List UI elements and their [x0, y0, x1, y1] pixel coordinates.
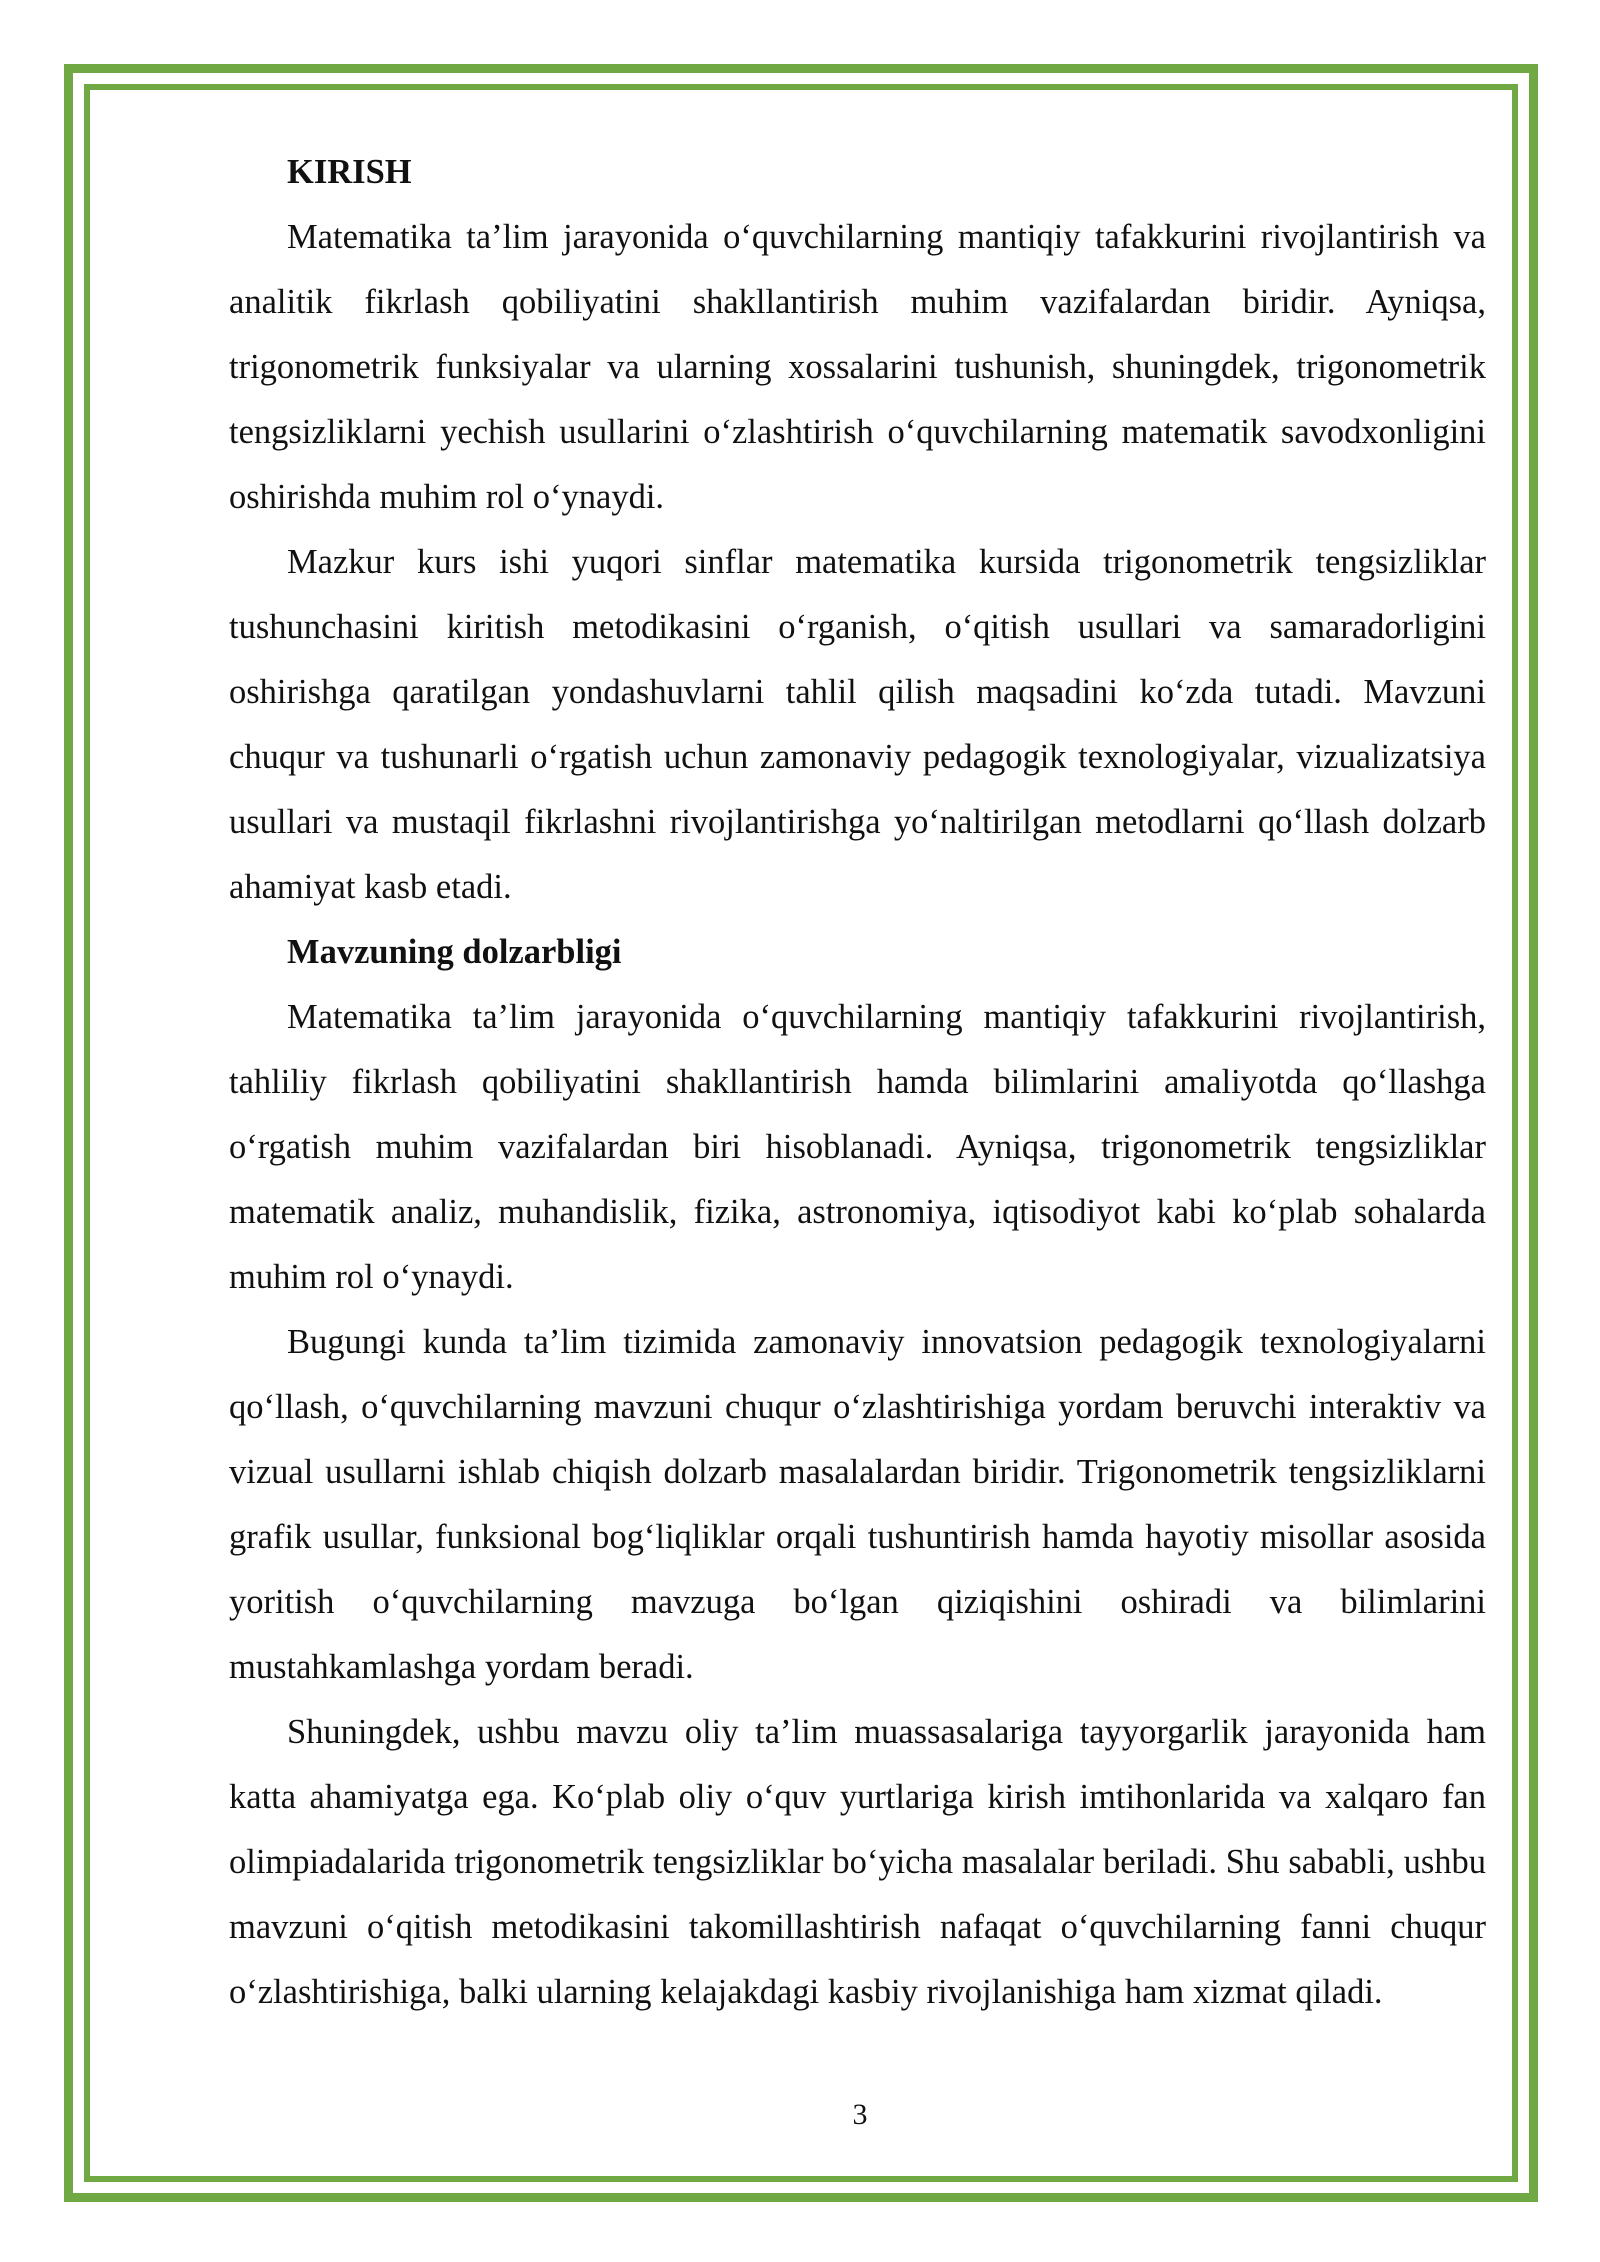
paragraph-relevance-1: Matematika ta’lim jarayonida o‘quvchilarning mantiqiy tafakkurini rivojlantirish, tahliliy fikrlash qobiliyatini shakllantirish hamda bilimlarini amaliyotda qo‘llashga o‘rgatish muhim vazifalardan biri hisoblanadi. Ayniqsa, trigonometrik tengsizliklar matematik analiz, muhandislik, fizika, astronomiya, iqtisodiyot kabi ko‘plab sohalarda muhim rol o‘ynaydi.: [229, 998, 1486, 1296]
section-heading-intro: KIRISH: [287, 153, 412, 191]
paragraph-relevance-2: Bugungi kunda ta’lim tizimida zamonaviy innovatsion pedagogik texnologiyalarni qo‘llash, o‘quvchilarning mavzuni chuqur o‘zlashtirishiga yordam beruvchi interaktiv va vizual usullarni ishlab chiqish dolzarb masalalardan biridir. Trigonometrik tengsizliklarni grafik usullar, funksional bog‘liqliklar orqali tushuntirish hamda hayotiy misollar asosida yoritish o‘quvchilarning mavzuga bo‘lgan qiziqishini oshiradi va bilimlarini mustahkamlashga yordam beradi.: [229, 1323, 1486, 1686]
paragraph-intro-1: Matematika ta’lim jarayonida o‘quvchilarning mantiqiy tafakkurini rivojlantirish va analitik fikrlash qobiliyatini shakllantirish muhim vazifalardan biridir. Ayniqsa, trigonometrik funksiyalar va ularning xossalarini tushunish, shuningdek, trigonometrik tengsizliklarni yechish usullarini o‘zlashtirish o‘quvchilarning matematik savodxonligini oshirishda muhim rol o‘ynaydi.: [229, 218, 1486, 516]
page-number: 3: [852, 2098, 868, 2131]
paragraph-relevance-3: Shuningdek, ushbu mavzu oliy ta’lim muassasalariga tayyorgarlik jarayonida ham katta ahamiyatga ega. Ko‘plab oliy o‘quv yurtlariga kirish imtihonlarida va xalqaro fan olimpiadalarida trigonometrik tengsizliklar bo‘yicha masalalar beriladi. Shu sababli, ushbu mavzuni o‘qitish metodikasini takomillashtirish nafaqat o‘quvchilarning fanni chuqur o‘zlashtirishiga, balki ularning kelajakdagi kasbiy rivojlanishiga ham xizmat qiladi.: [229, 1713, 1486, 2011]
section-heading-relevance: Mavzuning dolzarbligi: [287, 933, 622, 971]
document-body: [229, 140, 1486, 2025]
paragraph-intro-2: Mazkur kurs ishi yuqori sinflar matematika kursida trigonometrik tengsizliklar tushunchasini kiritish metodikasini o‘rganish, o‘qitish usullari va samaradorligini oshirishga qaratilgan yondashuvlarni tahlil qilish maqsadini ko‘zda tutadi. Mavzuni chuqur va tushunarli o‘rgatish uchun zamonaviy pedagogik texnologiyalar, vizualizatsiya usullari va mustaqil fikrlashni rivojlantirishga yo‘naltirilgan metodlarni qo‘llash dolzarb ahamiyat kasb etadi.: [229, 543, 1486, 906]
